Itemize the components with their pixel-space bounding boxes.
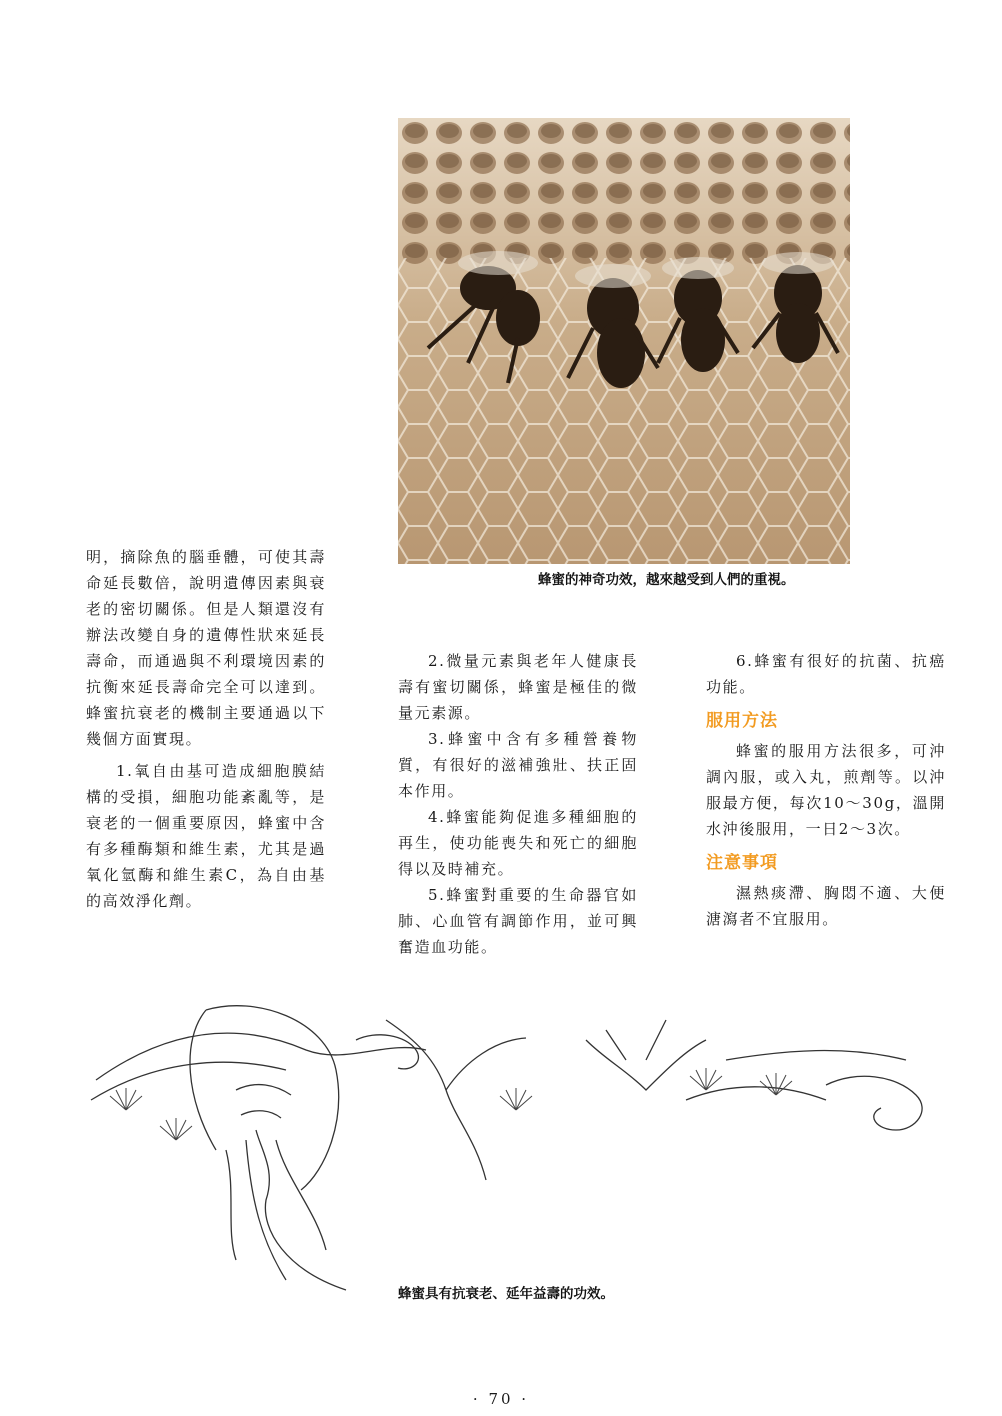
middle-paragraph-2: 3.蜂蜜中含有多種營養物質，有很好的滋補強壯、扶正固本作用。 [398,730,638,800]
illustration-caption: 蜂蜜具有抗衰老、延年益壽的功效。 [398,1286,614,1302]
middle-column [398,648,638,960]
middle-paragraph-3: 4.蜂蜜能夠促進多種細胞的再生，使功能喪失和死亡的細胞得以及時補充。 [398,808,638,878]
usage-heading: 服用方法 [706,711,778,731]
page-number: · 70 · [472,1390,530,1408]
sage-and-cranes-icon [86,1000,946,1300]
caution-text: 濕熱痰滯、胸悶不適、大便溏瀉者不宜服用。 [706,884,946,928]
caution-heading: 注意事項 [706,853,778,873]
honeybee-photo [398,118,850,564]
left-paragraph-1: 明，摘除魚的腦垂體，可使其壽命延長數倍，說明遺傳因素與衰老的密切關係。但是人類還沒有辦法改變自身的遺傳性狀來延長壽命，而通過與不利環境因素的抗衡來延長壽命完全可以達到。蜂蜜抗衰老的機制主要通過以下幾個方面實現。 [86,548,326,748]
right-intro: 6.蜂蜜有很好的抗菌、抗癌功能。 [706,652,946,696]
honeycomb-bees-icon [398,118,850,564]
usage-text: 蜂蜜的服用方法很多，可沖調內服，或入丸，煎劑等。以沖服最方便，每次10～30g，溫開水沖後服用，一日2～3次。 [706,742,946,838]
left-column [86,544,326,914]
right-column [706,648,946,932]
middle-paragraph-1: 2.微量元素與老年人健康長壽有蜜切關係，蜂蜜是極佳的微量元素源。 [398,652,638,722]
photo-caption: 蜂蜜的神奇功效，越來越受到人們的重視。 [538,572,795,588]
left-paragraph-2: 1.氧自由基可造成細胞膜結構的受損，細胞功能紊亂等，是衰老的一個重要原因，蜂蜜中含有多種酶類和維生素，尤其是過氧化氫酶和維生素C，為自由基的高效淨化劑。 [86,762,326,910]
middle-paragraph-4: 5.蜂蜜對重要的生命器官如肺、心血管有調節作用，並可興奮造血功能。 [398,886,638,956]
sage-illustration [86,1000,946,1300]
